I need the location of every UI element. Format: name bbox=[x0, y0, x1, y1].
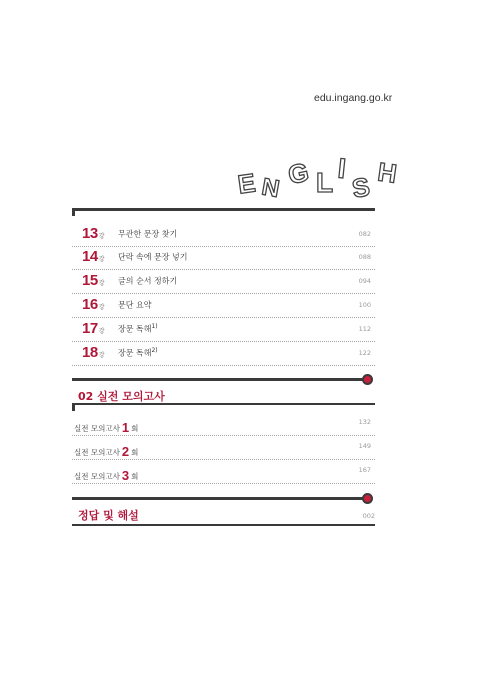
answers-title[interactable]: 정답 및 해설 bbox=[78, 509, 139, 522]
mock-exam-row[interactable] bbox=[72, 413, 375, 436]
lesson-unit: 강 bbox=[98, 257, 104, 263]
lesson-number: 15강 bbox=[82, 272, 104, 289]
mock-exam-title: 실전 모의고사 3 회 bbox=[74, 468, 139, 483]
lesson-title: 장문 독해$^{1)}$ bbox=[118, 323, 158, 334]
lesson-title: 글의 순서 정하기 bbox=[118, 276, 178, 286]
svg-text:E: E bbox=[236, 167, 258, 200]
lesson-number: 14강 bbox=[82, 248, 104, 265]
lesson-suffix: 1) bbox=[151, 323, 158, 330]
lesson-title: 장문 독해$^{2)}$ bbox=[118, 347, 158, 358]
lesson-unit: 강 bbox=[98, 353, 104, 359]
site-url[interactable]: edu.ingang.go.kr bbox=[314, 92, 393, 104]
mock-exam-page: 149 bbox=[358, 442, 371, 450]
lesson-row[interactable] bbox=[72, 222, 375, 247]
lesson-row[interactable] bbox=[72, 269, 375, 294]
lesson-page: 094 bbox=[358, 277, 371, 285]
lesson-row[interactable] bbox=[72, 293, 375, 318]
lesson-number: 13강 bbox=[82, 225, 104, 242]
lesson-title: 무관한 문장 찾기 bbox=[118, 229, 178, 239]
svg-text:S: S bbox=[349, 171, 373, 204]
lesson-page: 082 bbox=[358, 230, 371, 238]
english-logo bbox=[236, 148, 416, 204]
lesson-page: 100 bbox=[358, 301, 371, 309]
lesson-unit: 강 bbox=[98, 305, 104, 311]
answers-rule bbox=[72, 497, 366, 500]
lesson-unit: 강 bbox=[98, 281, 104, 287]
lesson-page: 122 bbox=[358, 349, 371, 357]
mock-exam-row[interactable] bbox=[72, 461, 375, 484]
mock-exam-page: 132 bbox=[358, 418, 371, 426]
lesson-number: 17강 bbox=[82, 320, 104, 337]
section2-rule-dot bbox=[362, 374, 373, 385]
lesson-number: 16강 bbox=[82, 296, 104, 313]
lesson-suffix: 2) bbox=[151, 347, 158, 354]
section2-rule bbox=[72, 378, 366, 381]
mock-exam-number: 1 bbox=[121, 420, 130, 435]
mock-exam-page: 167 bbox=[358, 466, 371, 474]
mock-exam-number: 2 bbox=[121, 444, 130, 459]
section2-title[interactable]: 02 실전 모의고사 bbox=[78, 390, 165, 403]
lesson-unit: 강 bbox=[98, 329, 104, 335]
lesson-row[interactable] bbox=[72, 341, 375, 366]
svg-text:G: G bbox=[285, 156, 312, 191]
lesson-row[interactable] bbox=[72, 245, 375, 270]
mock-exam-number: 3 bbox=[121, 468, 130, 483]
answers-underline bbox=[72, 524, 375, 526]
svg-text:H: H bbox=[375, 156, 399, 189]
lesson-page: 112 bbox=[358, 325, 371, 333]
svg-text:N: N bbox=[259, 173, 282, 204]
mock-exam-title: 실전 모의고사 2 회 bbox=[74, 444, 139, 459]
svg-text:L: L bbox=[316, 167, 334, 198]
lesson-number: 18강 bbox=[82, 344, 104, 361]
toc-top-rule bbox=[72, 208, 375, 211]
lesson-title: 단락 속에 문장 넣기 bbox=[118, 252, 188, 262]
lesson-title: 문단 요약 bbox=[118, 300, 152, 310]
lesson-row[interactable] bbox=[72, 317, 375, 342]
answers-rule-dot bbox=[362, 493, 373, 504]
section2-underline bbox=[72, 403, 375, 405]
svg-text:I: I bbox=[336, 152, 348, 185]
answers-page: 002 bbox=[362, 512, 375, 520]
mock-exam-row[interactable] bbox=[72, 437, 375, 460]
lesson-unit: 강 bbox=[98, 234, 104, 240]
lesson-page: 088 bbox=[358, 253, 371, 261]
mock-exam-title: 실전 모의고사 1 회 bbox=[74, 420, 139, 435]
